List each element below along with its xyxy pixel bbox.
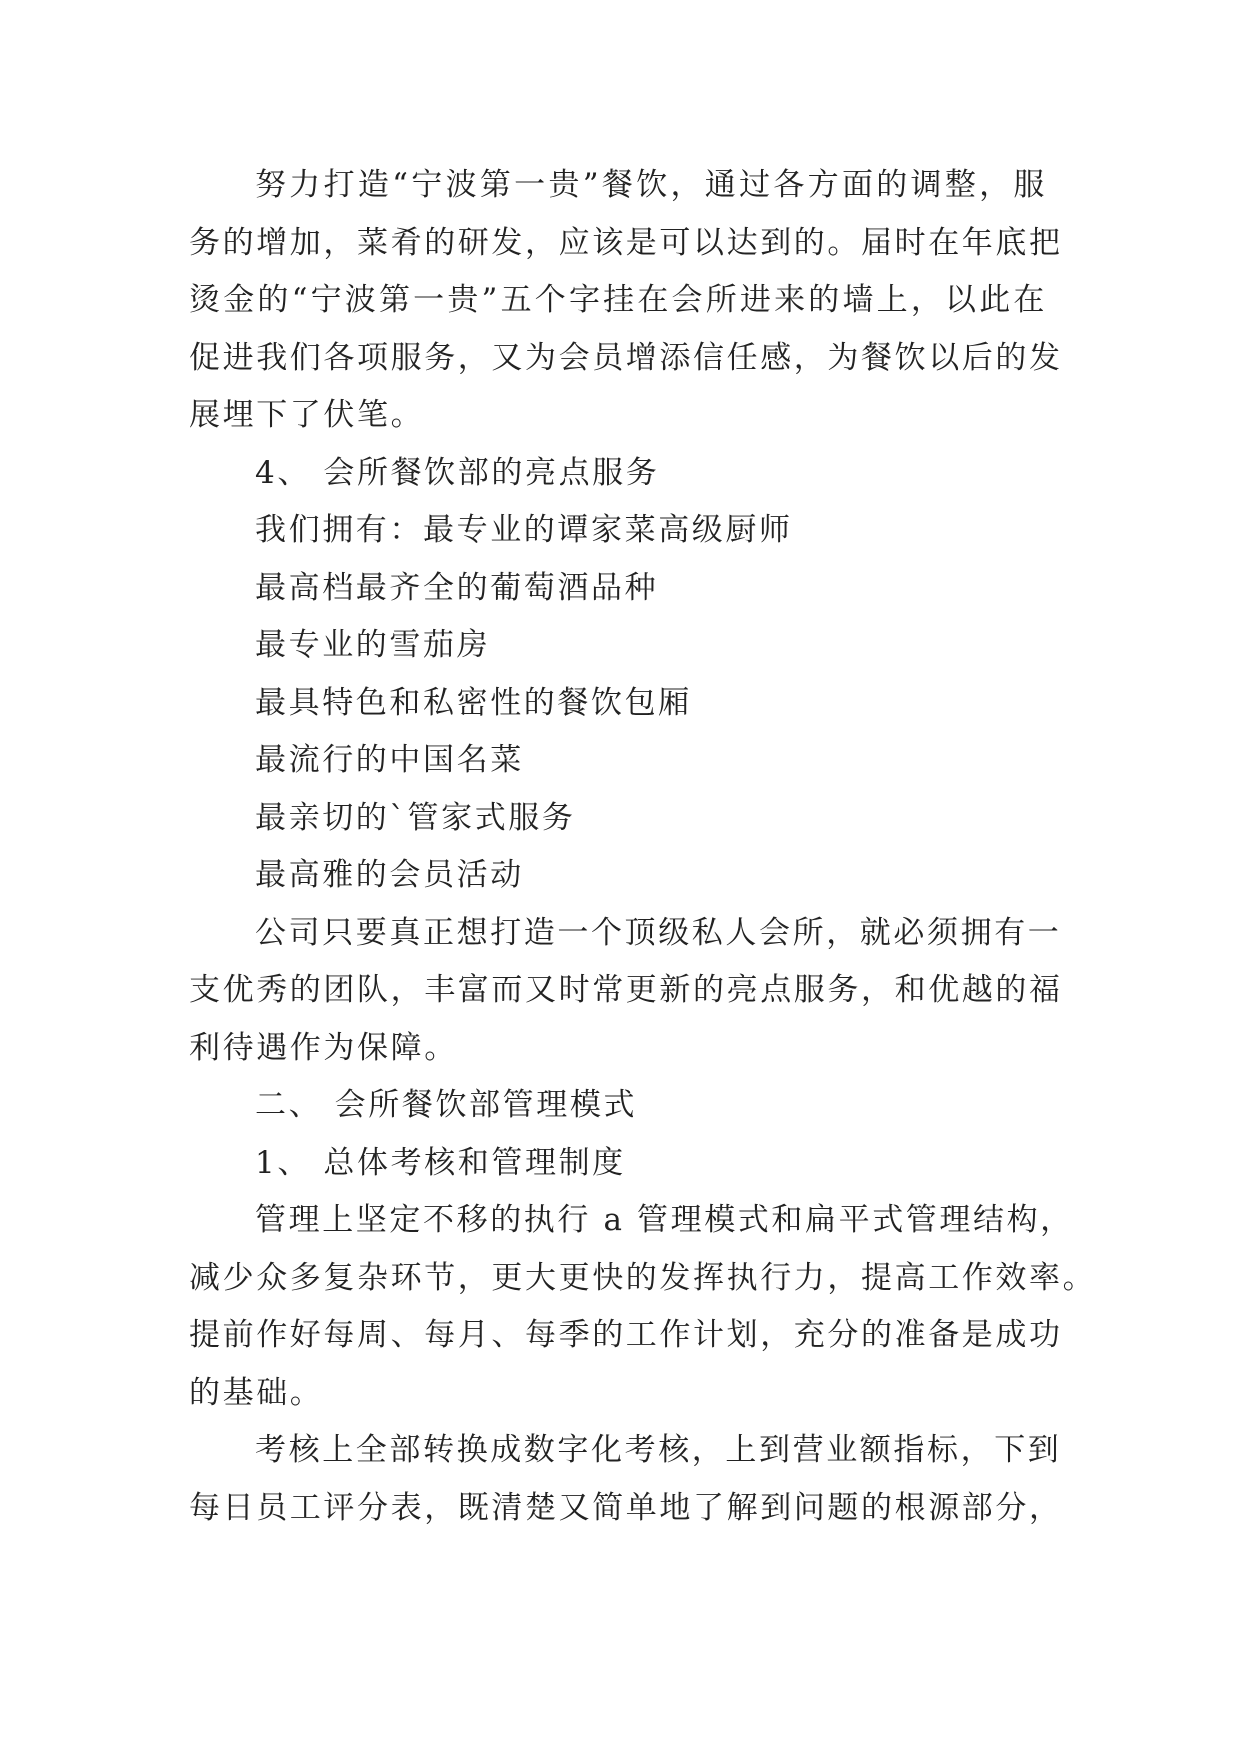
highlight-item: 最亲切的`管家式服务 [255,800,576,836]
highlight-item: 最高雅的会员活动 [255,857,524,893]
paragraph-3-line-4: 的基础。 [189,1375,324,1411]
paragraph-1-line-3: 烫金的“宁波第一贵”五个字挂在会所进来的墙上，以此在 [189,282,1047,318]
subsection-1-heading: 1、 总体考核和管理制度 [255,1145,626,1181]
paragraph-1-line-5: 展埋下了伏笔。 [189,397,425,433]
highlight-item: 最具特色和私密性的餐饮包厢 [255,685,692,721]
paragraph-3-line-1: 管理上坚定不移的执行 a 管理模式和扁平式管理结构， [255,1202,1074,1238]
highlight-item: 最专业的雪茄房 [255,627,491,663]
heading-highlight-services: 4、 会所餐饮部的亮点服务 [255,455,660,491]
paragraph-2-line-3: 利待遇作为保障。 [189,1030,458,1066]
section-2-heading: 二、 会所餐饮部管理模式 [255,1087,638,1123]
paragraph-4-line-1: 考核上全部转换成数字化考核，上到营业额指标，下到 [255,1432,1062,1468]
paragraph-2-line-2: 支优秀的团队，丰富而又时常更新的亮点服务，和优越的福 [189,972,1063,1008]
highlight-item: 我们拥有：最专业的谭家菜高级厨师 [255,512,793,548]
paragraph-1-line-1: 努力打造“宁波第一贵”餐饮，通过各方面的调整，服 [255,167,1047,203]
highlight-item: 最高档最齐全的葡萄酒品种 [255,570,659,606]
paragraph-3-line-3: 提前作好每周、每月、每季的工作计划，充分的准备是成功 [189,1317,1063,1353]
paragraph-1-line-2: 务的增加，菜肴的研发，应该是可以达到的。届时在年底把 [189,225,1063,261]
paragraph-1-line-4: 促进我们各项服务，又为会员增添信任感，为餐饮以后的发 [189,340,1063,376]
highlight-item: 最流行的中国名菜 [255,742,524,778]
paragraph-3-line-2: 减少众多复杂环节，更大更快的发挥执行力，提高工作效率。 [189,1260,1097,1296]
paragraph-4-line-2: 每日员工评分表，既清楚又简单地了解到问题的根源部分， [189,1490,1063,1526]
paragraph-2-line-1: 公司只要真正想打造一个顶级私人会所，就必须拥有一 [255,915,1062,951]
